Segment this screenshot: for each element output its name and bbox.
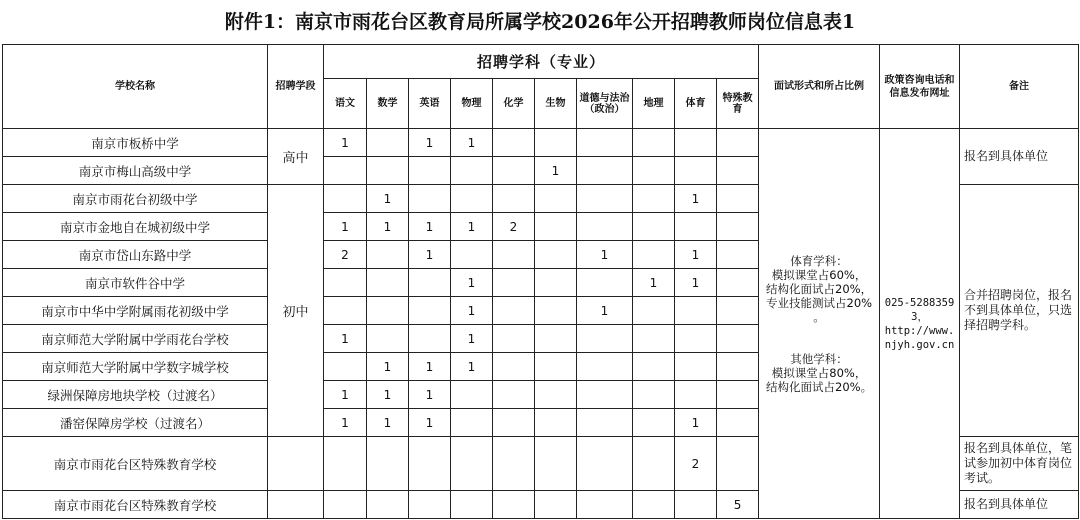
count-cell xyxy=(577,409,633,437)
school-name: 南京市梅山高级中学 xyxy=(3,157,268,185)
count-cell xyxy=(535,269,577,297)
count-cell xyxy=(451,491,493,519)
count-cell xyxy=(633,185,675,213)
school-name: 南京市金地自在城初级中学 xyxy=(3,213,268,241)
count-cell xyxy=(324,297,367,325)
count-cell xyxy=(717,157,759,185)
interview-pe-line: 专业技能测试占20% xyxy=(766,295,873,310)
header-remarks: 备注 xyxy=(960,45,1079,129)
count-cell xyxy=(717,409,759,437)
page-title: 附件1：南京市雨花台区教育局所属学校2026年公开招聘教师岗位信息表1 xyxy=(224,11,856,33)
count-cell xyxy=(577,491,633,519)
count-cell xyxy=(493,325,535,353)
count-cell xyxy=(493,409,535,437)
count-cell xyxy=(633,325,675,353)
count-cell xyxy=(324,185,367,213)
count-cell xyxy=(535,129,577,157)
count-cell xyxy=(451,185,493,213)
count-cell xyxy=(717,129,759,157)
count-cell xyxy=(675,213,717,241)
count-cell: 1 xyxy=(367,381,409,409)
count-cell: 1 xyxy=(367,353,409,381)
count-cell xyxy=(717,269,759,297)
count-cell xyxy=(577,185,633,213)
spacer xyxy=(761,324,877,352)
count-cell xyxy=(409,185,451,213)
count-cell: 2 xyxy=(493,213,535,241)
header-subject-1: 数学 xyxy=(367,79,409,129)
count-cell: 1 xyxy=(675,269,717,297)
count-cell: 1 xyxy=(409,213,451,241)
count-cell xyxy=(717,437,759,491)
count-cell xyxy=(633,437,675,491)
count-cell xyxy=(633,353,675,381)
header-subject-5: 生物 xyxy=(535,79,577,129)
header-subject-8: 体育 xyxy=(675,79,717,129)
remark-high: 报名到具体单位 xyxy=(960,129,1079,185)
count-cell xyxy=(535,491,577,519)
count-cell xyxy=(717,325,759,353)
count-cell xyxy=(717,213,759,241)
school-name: 南京市软件谷中学 xyxy=(3,269,268,297)
count-cell xyxy=(717,185,759,213)
count-cell xyxy=(409,491,451,519)
count-cell xyxy=(633,381,675,409)
count-cell: 1 xyxy=(409,353,451,381)
level-empty xyxy=(268,491,324,519)
count-cell xyxy=(717,297,759,325)
count-cell xyxy=(633,409,675,437)
header-subject-4: 化学 xyxy=(493,79,535,129)
count-cell xyxy=(633,157,675,185)
count-cell xyxy=(367,157,409,185)
count-cell: 1 xyxy=(535,157,577,185)
count-cell xyxy=(409,269,451,297)
count-cell: 1 xyxy=(633,269,675,297)
count-cell: 2 xyxy=(324,241,367,269)
count-cell xyxy=(577,381,633,409)
interview-info xyxy=(759,129,880,519)
interview-pe-label: 体育学科： xyxy=(790,253,848,268)
level-empty xyxy=(268,437,324,491)
remark-special-2: 报名到具体单位 xyxy=(960,491,1079,519)
count-cell xyxy=(633,491,675,519)
count-cell: 1 xyxy=(409,129,451,157)
count-cell xyxy=(493,353,535,381)
interview-other-line: 结构化面试占20%。 xyxy=(766,379,873,394)
count-cell xyxy=(451,381,493,409)
count-cell xyxy=(535,185,577,213)
count-cell xyxy=(535,241,577,269)
count-cell xyxy=(367,297,409,325)
interview-other-line: 模拟课堂占80%， xyxy=(771,365,867,380)
count-cell xyxy=(577,269,633,297)
count-cell xyxy=(409,325,451,353)
count-cell: 1 xyxy=(451,129,493,157)
contact-info xyxy=(880,129,960,519)
count-cell xyxy=(367,325,409,353)
count-cell xyxy=(577,353,633,381)
header-subjects-group: 招聘学科（专业） xyxy=(324,45,759,79)
count-cell xyxy=(493,185,535,213)
count-cell: 2 xyxy=(675,437,717,491)
school-name: 南京市中华中学附属雨花初级中学 xyxy=(3,297,268,325)
count-cell xyxy=(324,353,367,381)
count-cell: 1 xyxy=(675,409,717,437)
count-cell: 1 xyxy=(675,241,717,269)
count-cell xyxy=(717,381,759,409)
school-name: 南京师范大学附属中学雨花台学校 xyxy=(3,325,268,353)
count-cell xyxy=(324,437,367,491)
count-cell: 1 xyxy=(324,129,367,157)
header-contact: 政策咨询电话和信息发布网址 xyxy=(880,45,960,129)
count-cell xyxy=(493,381,535,409)
level-high: 高中 xyxy=(268,129,324,185)
count-cell: 1 xyxy=(451,353,493,381)
header-interview: 面试形式和所占比例 xyxy=(759,45,880,129)
count-cell xyxy=(675,353,717,381)
count-cell: 1 xyxy=(324,325,367,353)
contact-website: http://www.njyh.gov.cn xyxy=(884,324,955,351)
count-cell xyxy=(493,297,535,325)
count-cell xyxy=(633,213,675,241)
header-subject-6: 道德与法治（政治） xyxy=(577,79,633,129)
count-cell xyxy=(451,409,493,437)
count-cell xyxy=(675,157,717,185)
count-cell xyxy=(717,353,759,381)
header-level: 招聘学段 xyxy=(268,45,324,129)
count-cell xyxy=(324,269,367,297)
count-cell: 1 xyxy=(451,325,493,353)
count-cell xyxy=(675,129,717,157)
count-cell xyxy=(451,157,493,185)
school-name: 南京市岱山东路中学 xyxy=(3,241,268,269)
school-name: 南京市雨花台区特殊教育学校 xyxy=(3,437,268,491)
header-school: 学校名称 xyxy=(3,45,268,129)
school-name: 南京市板桥中学 xyxy=(3,129,268,157)
count-cell xyxy=(535,213,577,241)
count-cell xyxy=(409,157,451,185)
count-cell: 1 xyxy=(409,241,451,269)
count-cell xyxy=(493,437,535,491)
count-cell: 1 xyxy=(367,409,409,437)
remark-special-1: 报名到具体单位，笔试参加初中体育岗位考试。 xyxy=(960,437,1079,491)
interview-pe-line: 模拟课堂占60%， xyxy=(771,267,867,282)
school-name: 潘窑保障房学校（过渡名） xyxy=(3,409,268,437)
header-subject-0: 语文 xyxy=(324,79,367,129)
table-row xyxy=(3,129,1079,157)
count-cell xyxy=(367,269,409,297)
count-cell xyxy=(451,241,493,269)
count-cell xyxy=(409,437,451,491)
count-cell xyxy=(577,157,633,185)
header-subject-9: 特殊教育 xyxy=(717,79,759,129)
school-name: 南京师范大学附属中学数字城学校 xyxy=(3,353,268,381)
count-cell xyxy=(535,437,577,491)
school-name: 绿洲保障房地块学校（过渡名） xyxy=(3,381,268,409)
count-cell xyxy=(675,297,717,325)
count-cell xyxy=(493,157,535,185)
count-cell: 1 xyxy=(451,297,493,325)
job-info-table xyxy=(2,44,1079,519)
header-subject-7: 地理 xyxy=(633,79,675,129)
count-cell xyxy=(675,381,717,409)
count-cell xyxy=(535,353,577,381)
interview-pe-line: 。 xyxy=(813,309,825,324)
count-cell xyxy=(493,241,535,269)
count-cell: 1 xyxy=(324,213,367,241)
count-cell: 5 xyxy=(717,491,759,519)
count-cell: 1 xyxy=(367,213,409,241)
count-cell xyxy=(675,325,717,353)
school-name: 南京市雨花台初级中学 xyxy=(3,185,268,213)
count-cell xyxy=(577,129,633,157)
count-cell: 1 xyxy=(409,381,451,409)
count-cell: 1 xyxy=(451,213,493,241)
count-cell xyxy=(324,491,367,519)
count-cell: 1 xyxy=(577,241,633,269)
count-cell: 1 xyxy=(409,409,451,437)
contact-phone: 025-52883593， xyxy=(884,296,955,323)
count-cell xyxy=(367,491,409,519)
count-cell xyxy=(535,297,577,325)
count-cell xyxy=(535,409,577,437)
count-cell: 1 xyxy=(324,409,367,437)
count-cell: 1 xyxy=(324,381,367,409)
count-cell xyxy=(324,157,367,185)
interview-other-label: 其他学科： xyxy=(790,351,848,366)
level-middle: 初中 xyxy=(268,185,324,437)
count-cell xyxy=(493,129,535,157)
count-cell xyxy=(633,297,675,325)
count-cell xyxy=(367,129,409,157)
count-cell xyxy=(535,381,577,409)
count-cell xyxy=(493,269,535,297)
count-cell xyxy=(717,241,759,269)
count-cell xyxy=(675,491,717,519)
count-cell xyxy=(577,437,633,491)
count-cell xyxy=(535,325,577,353)
count-cell xyxy=(633,129,675,157)
count-cell xyxy=(633,241,675,269)
count-cell: 1 xyxy=(451,269,493,297)
count-cell xyxy=(577,213,633,241)
header-subject-3: 物理 xyxy=(451,79,493,129)
count-cell xyxy=(367,437,409,491)
interview-pe-line: 结构化面试占20%， xyxy=(766,281,873,296)
count-cell xyxy=(493,491,535,519)
count-cell xyxy=(577,325,633,353)
count-cell: 1 xyxy=(675,185,717,213)
count-cell: 1 xyxy=(367,185,409,213)
count-cell xyxy=(367,241,409,269)
remark-middle: 合并招聘岗位，报名不到具体单位，只选择招聘学科。 xyxy=(960,185,1079,437)
count-cell: 1 xyxy=(577,297,633,325)
header-subject-2: 英语 xyxy=(409,79,451,129)
school-name: 南京市雨花台区特殊教育学校 xyxy=(3,491,268,519)
count-cell xyxy=(409,297,451,325)
count-cell xyxy=(451,437,493,491)
